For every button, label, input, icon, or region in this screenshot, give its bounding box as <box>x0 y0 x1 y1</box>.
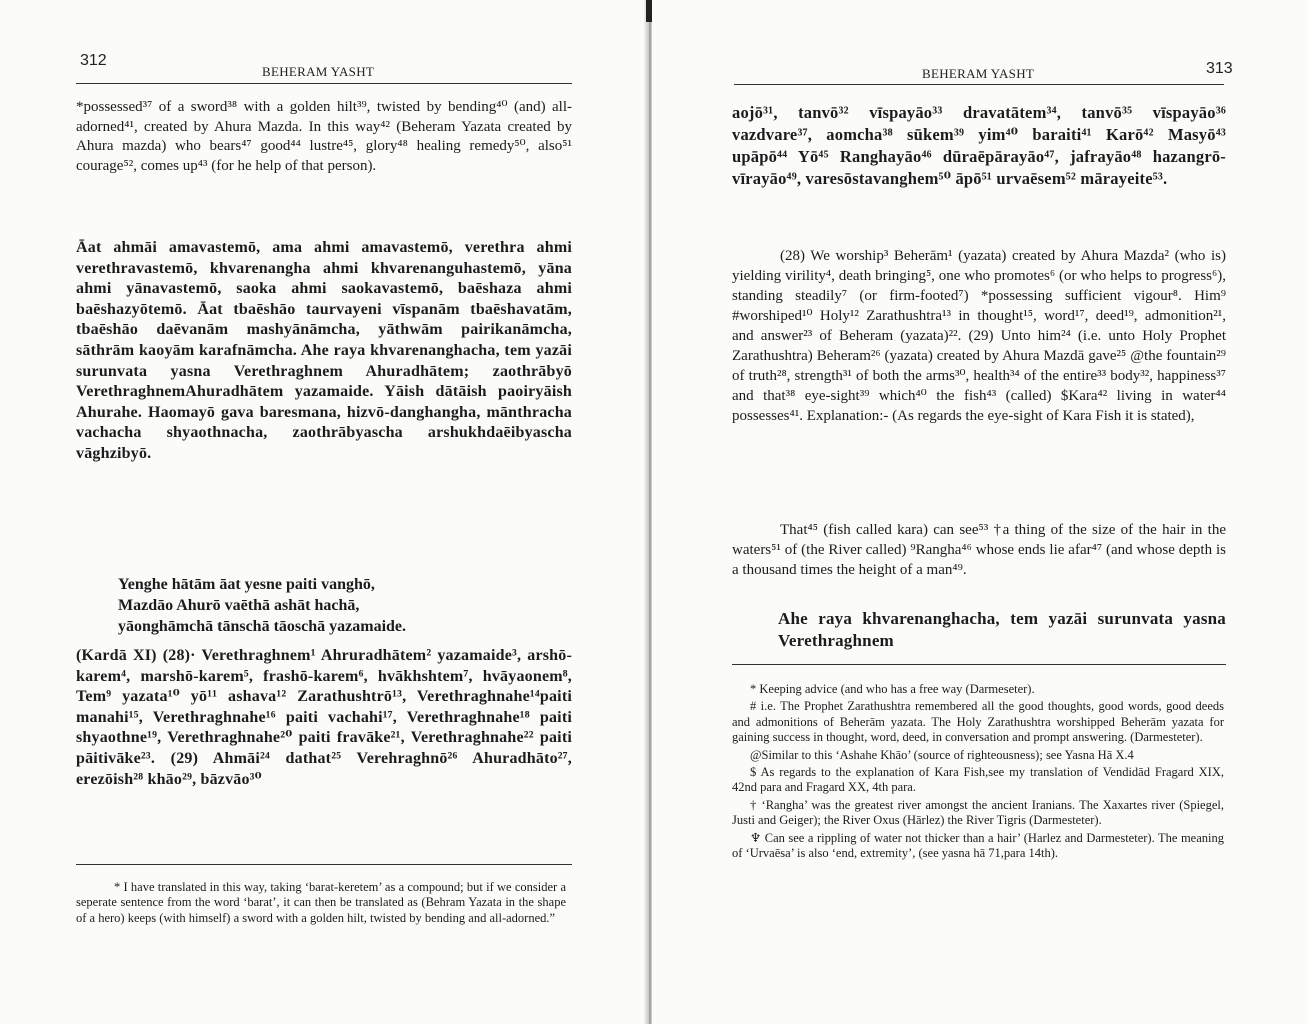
footnote: $ As regards to the explanation of Kara Fish,see my translation of Vendidād Fragard XIX, 42nd para and Fragard XX, 4th para. <box>732 765 1224 795</box>
page-number: 313 <box>1206 60 1233 77</box>
header-rule <box>734 84 1224 85</box>
avestan-paragraph: aojō³¹, tanvō³² vīspayāo³³ dravatātem³⁴, tanvō³⁵ vīspayāo³⁶ vazdvare³⁷, aomcha³⁸ sūkem³⁹ yim⁴⁰ baraiti⁴¹ Karō⁴² Masyō⁴³ upāpō⁴⁴ Yō⁴⁵ Ranghayāo⁴⁶ dūraēpārayāo⁴⁷, jafrayāo⁴⁸ hazangrō-vīrayāo⁴⁹, varesōstavanghem⁵⁰ āpō⁵¹ urvaēsem⁵² mārayeite⁵³. <box>732 103 1226 188</box>
footnote: @Similar to this ‘Ashahe Khāo’ (source of righteousness); see Yasna Hā X.4 <box>750 747 1134 762</box>
verse-block <box>118 574 568 637</box>
section-heading: Ahe raya khvarenanghacha, tem yazāi surunvata yasna Verethraghnem <box>778 609 1226 650</box>
footnote-rule <box>76 864 572 865</box>
footnote-rule <box>732 664 1226 665</box>
karda-paragraph: (Kardā XI) (28)· Verethraghnem¹ Ahruradhātem² yazamaide³, arshō-karem⁴, marshō-karem⁵, frashō-karem⁶, hvākhshtem⁷, hvāyaonem⁸, Tem⁹ yazata¹⁰ yō¹¹ ashava¹² Zarathushtrō¹³, Verethraghnahe¹⁴paiti manahi¹⁵, Verethraghnahe¹⁶ paiti vachahi¹⁷, Verethraghnahe¹⁸ paiti shyaothne¹⁹, Verethraghnahe²⁰ paiti fravāke²¹, Verethraghnahe²² paiti pāitivāke²³. (29) Ahmāi²⁴ dathat²⁵ Verehraghnō²⁶ Ahuradhāto²⁷, erezōish²⁸ khāo²⁹, bāzvāo³⁰ <box>76 647 572 788</box>
page-number: 312 <box>80 52 107 69</box>
translation-paragraph-2: That⁴⁵ (fish called kara) can see⁵³ †a thing of the size of the hair in the waters⁵¹ of (the River called) ⁹Rangha⁴⁶ whose ends lie afar⁴⁷ (and whose depth is a thousand times the height of a man⁴⁹. <box>732 522 1226 578</box>
footnote: † ‘Rangha’ was the greatest river amongst the ancient Iranians. The Xaxartes river (Spiegel, Justi and Geiger); the River Oxus (Hārlez) the River Tigris (Darmesteter). <box>732 797 1224 828</box>
footnote: * I have translated in this way, taking ‘barat-keretem’ as a compound; but if we consider a seperate sentence from the word ‘barat’, it can then be translated as (Behram Yazata in the shape of a hero) keeps (with himself) a sword with a golden hilt, twisted by bending and all-adorned.” <box>76 880 566 925</box>
left-page <box>0 0 648 1024</box>
right-page <box>652 0 1308 1024</box>
verse-line: Mazdāo Ahurō vaēthā ashāt hachā, <box>118 597 360 614</box>
translation-paragraph: *possessed³⁷ of a sword³⁸ with a golden hilt³⁹, twisted by bending⁴⁰ (and) all-adorned⁴¹, created by Ahura Mazda. In this way⁴² (Beheram Yazata created by Ahura mazda) who bears⁴⁷ good⁴⁴ lustre⁴⁵, glory⁴⁸ healing remedy⁵⁰, also⁵¹ courage⁵², comes up⁴³ (for he help of that person). <box>76 99 572 175</box>
footnote: # i.e. The Prophet Zarathushtra remembered all the good thoughts, good words, good deeds and admonitions of Beherām yazata. The Holy Zarathushtra worshipped Beherām yazata for gaining success in thought, word, deed, in conversation and prompt answering. (Darmesteter). <box>732 699 1224 745</box>
running-head: BEHERAM YASHT <box>262 64 375 79</box>
header-rule <box>76 83 572 84</box>
footnotes <box>732 682 1224 863</box>
verse-line: Yenghe hātām āat yesne paiti vanghō, <box>118 576 375 593</box>
footnote: ♆ Can see a rippling of water not thicker than a hair’ (Harlez and Darmesteter). The meaning of ‘Urvaēsa’ is also ‘end, extremity’, (see yasna hā 71,para 14th). <box>732 830 1224 861</box>
footnote: * Keeping advice (and who has a free way (Darmeseter). <box>750 682 1035 696</box>
running-head: BEHERAM YASHT <box>922 66 1035 81</box>
translation-paragraph-1: (28) We worship³ Beherām¹ (yazata) created by Ahura Mazda² (who is) yielding virility⁴, death bringing⁵, one who promotes⁶ (or who helps to progress⁶), standing steadily⁷ (or firm-footed⁷) *possessing sufficient vigour⁸. Him⁹ #worshiped¹⁰ Holy¹² Zarathushtra¹³ in thought¹⁵, word¹⁷, deed¹⁹, admonition²¹, and answer²³ of Beheram (yazata)²². (29) Unto him²⁴ (i.e. unto Holy Prophet Zarathushtra) Beheram²⁶ (yazata) created by Ahura Mazdā gave²⁵ @the fountain²⁹ of truth²⁸, strength³¹ of both the arms³⁰, health³⁴ of the entire³³ body³², happiness³⁷ and that³⁸ eye-sight³⁹ which⁴⁰ the fish⁴³ (called) $Kara⁴² living in water⁴⁴ possesses⁴¹. Explanation:- (As regards the eye-sight of Kara Fish it is stated), <box>732 248 1226 424</box>
avestan-paragraph: Āat ahmāi amavastemō, ama ahmi amavastemō, verethra ahmi verethravastemō, khvarenangha ahmi khvarenanguhastemō, yāna ahmi yānavastemō, saoka ahmi saokavastemō, baēshaza ahmi baēshazyōtemō. Āat tbaēshāo taurvayeni vīspanām tbaēshavatām, tbaēshāo daēvanām mashyānāmcha, yāthwām pairikanāmcha, sāthrām kaoyām karafnāmcha. Ahe raya khvarenanghacha, tem yazāi surunvata yasna Verethraghnem Ahuradhātem; zaothrābyō VerethraghnemAhuradhātem yazamaide. Yāish dātāish paoiryāish Ahurahe. Haomayō gava baresmana, hizvō-danghangha, mānthracha vachacha shyaothnacha, zaothrābyascha arshukhdaēibyascha vāghzibyō. <box>76 239 572 462</box>
verse-line: yāonghāmchā tānschā tāoschā yazamaide. <box>118 618 407 635</box>
